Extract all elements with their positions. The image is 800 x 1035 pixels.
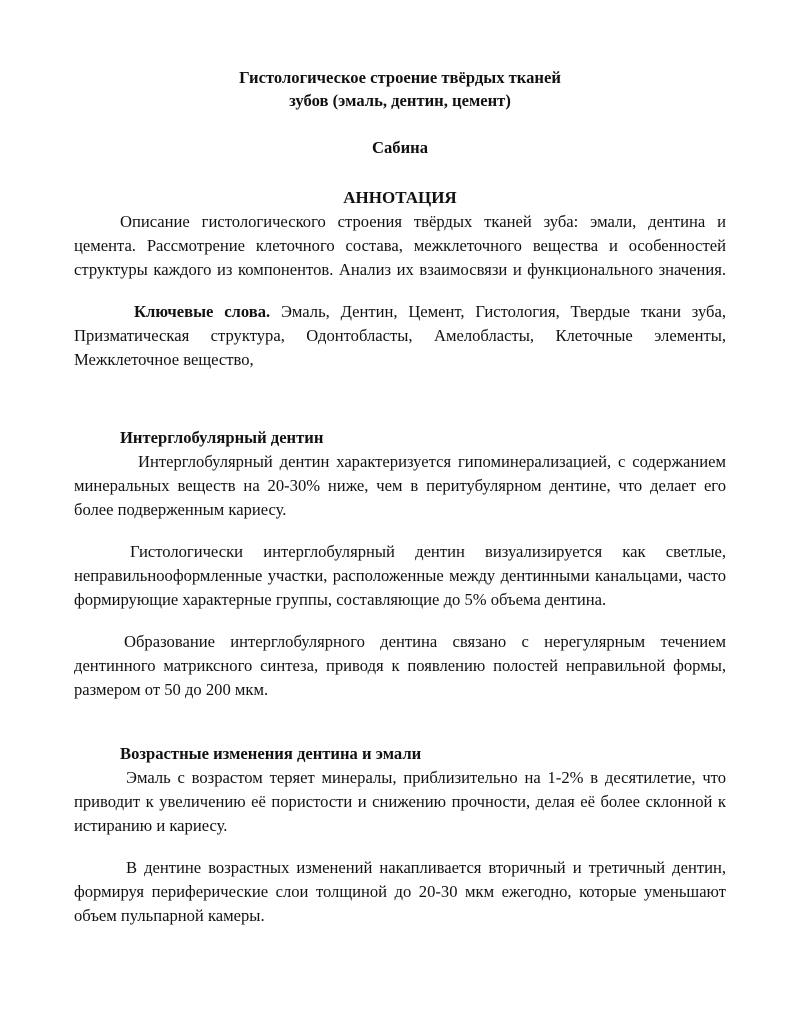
document-page (74, 66, 726, 928)
section1-paragraph-3: Образование интерглобулярного дентина связано с нерегулярным течением дентинного матриксного синтеза, приводя к появлению полостей неправильной формы, размером от 50 до 200 мкм. (74, 632, 726, 699)
title-line-1: Гистологическое строение твёрдых тканей (239, 68, 561, 87)
annotation-text: Описание гистологического строения твёрдых тканей зуба: эмали, дентина и цемента. Рассмотрение клеточного состава, межклеточного вещества и особенностей структуры каждого из компонентов. Анализ их взаимосвязи и функционального значения. (74, 212, 726, 279)
title-line-2: зубов (эмаль, дентин, цемент) (289, 91, 511, 110)
section-heading-interglobular: Интерглобулярный дентин (120, 428, 324, 447)
document-title (74, 66, 726, 112)
keywords-text: Эмаль, Дентин, Цемент, Гистология, Твердые ткани зуба, Призматическая структура, Одонтобласты, Амелобласты, Клеточные элементы, Межклеточное вещество, (74, 302, 726, 369)
section2-paragraph-2: В дентине возрастных изменений накапливается вторичный и третичный дентин, формируя периферические слои толщиной до 20-30 мкм ежегодно, которые уменьшают объем пульпарной камеры. (74, 858, 726, 925)
author-name: Сабина (372, 138, 428, 157)
section-heading-age-changes: Возрастные изменения дентина и эмали (120, 744, 422, 763)
annotation-heading: АННОТАЦИЯ (343, 188, 457, 207)
keywords-label: Ключевые слова. (134, 302, 271, 321)
section2-paragraph-1: Эмаль с возрастом теряет минералы, приблизительно на 1-2% в десятилетие, что приводит к увеличению её пористости и снижению прочности, делая её более склонной к истиранию и кариесу. (74, 768, 726, 835)
keywords-paragraph (74, 300, 726, 372)
section1-paragraph-2: Гистологически интерглобулярный дентин визуализируется как светлые, неправильноoформленные участки, расположенные между дентинными канальцами, часто формирующие характерные группы, составляющие до 5% объема дентина. (74, 542, 726, 609)
section1-paragraph-1: Интерглобулярный дентин характеризуется гипоминерализацией, с содержанием минеральных веществ на 20-30% ниже, чем в перитубулярном дентине, что делает его более подверженным кариесу. (74, 452, 726, 519)
